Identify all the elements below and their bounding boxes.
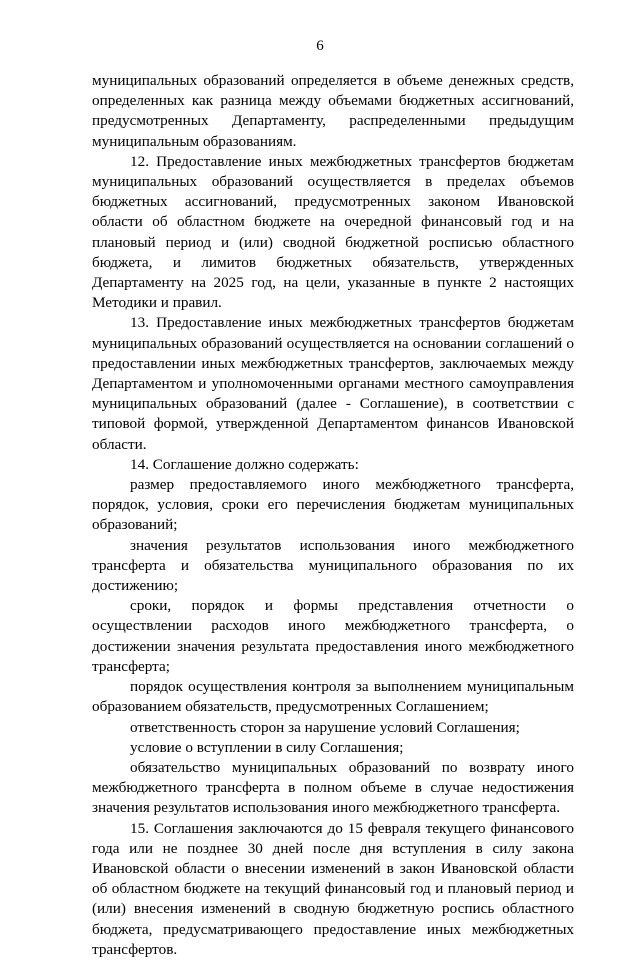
paragraph-clause-12: 12. Предоставление иных межбюджетных трансфертов бюджетам муниципальных образований осуществляется в пределах объемов бюджетных ассигнований, предусмотренных законом Ивановской области об областном бюджете на очередной финансовый год и на плановый период и (или) сводной бюджетной росписью областного бюджета, и лимитов бюджетных обязательств, утвержденных Департаменту на 2025 год, на цели, указанные в пункте 2 настоящих Методики и правил. — [92, 152, 574, 312]
list-item-refund: обязательство муниципальных образований по возврату иного межбюджетного трансферта в полном объеме в случае недостижения значения результатов использования иного межбюджетного трансферта. — [92, 758, 574, 817]
list-item-control: порядок осуществления контроля за выполнением муниципальным образованием обязательств, предусмотренных Соглашением; — [92, 678, 574, 716]
paragraph-clause-14: 14. Соглашение должно содержать: — [130, 455, 359, 473]
list-item-amount: размер предоставляемого иного межбюджетного трансферта, порядок, условия, сроки его перечисления бюджетам муниципальных образований; — [92, 476, 574, 534]
page-number: 6 — [316, 38, 324, 54]
paragraph-clause-13: 13. Предоставление иных межбюджетных трансфертов бюджетам муниципальных образований осуществляется на основании соглашений о предоставлении иных межбюджетных трансфертов, заключаемых между Департаментом и уполномоченными органами местного самоуправления муниципальных образований (далее - Соглашение), в соответствии с типовой формой, утвержденной Департаментом финансов Ивановской области. — [92, 314, 574, 453]
paragraph-continuation: муниципальных образований определяется в объеме денежных средств, определенных как разница между объемами бюджетных ассигнований, предусмотренных Департаменту, распределенными предыдущим муниципальным образованиям. — [92, 72, 574, 150]
list-item-responsibility: ответственность сторон за нарушение условий Соглашения; — [130, 718, 520, 736]
document-body — [92, 71, 574, 960]
paragraph-clause-15: 15. Соглашения заключаются до 15 февраля текущего финансового года или не позднее 30 дней после дня вступления в силу закона Ивановской области о внесении изменений в закон Ивановской области об областном бюджете на текущий финансовый год и плановый период и (или) внесения изменений в сводную бюджетную роспись областного бюджета, предусматривающего предоставление иных межбюджетных трансфертов. — [92, 819, 574, 958]
list-item-effective: условие о вступлении в силу Соглашения; — [130, 738, 404, 756]
list-item-results: значения результатов использования иного межбюджетного трансферта и обязательства муниципального образования по их достижению; — [92, 536, 574, 595]
list-item-reporting: сроки, порядок и формы представления отчетности о осуществлении расходов иного межбюджетного трансферта, о достижении значения результата предоставления иного межбюджетного трансферта; — [92, 597, 574, 675]
